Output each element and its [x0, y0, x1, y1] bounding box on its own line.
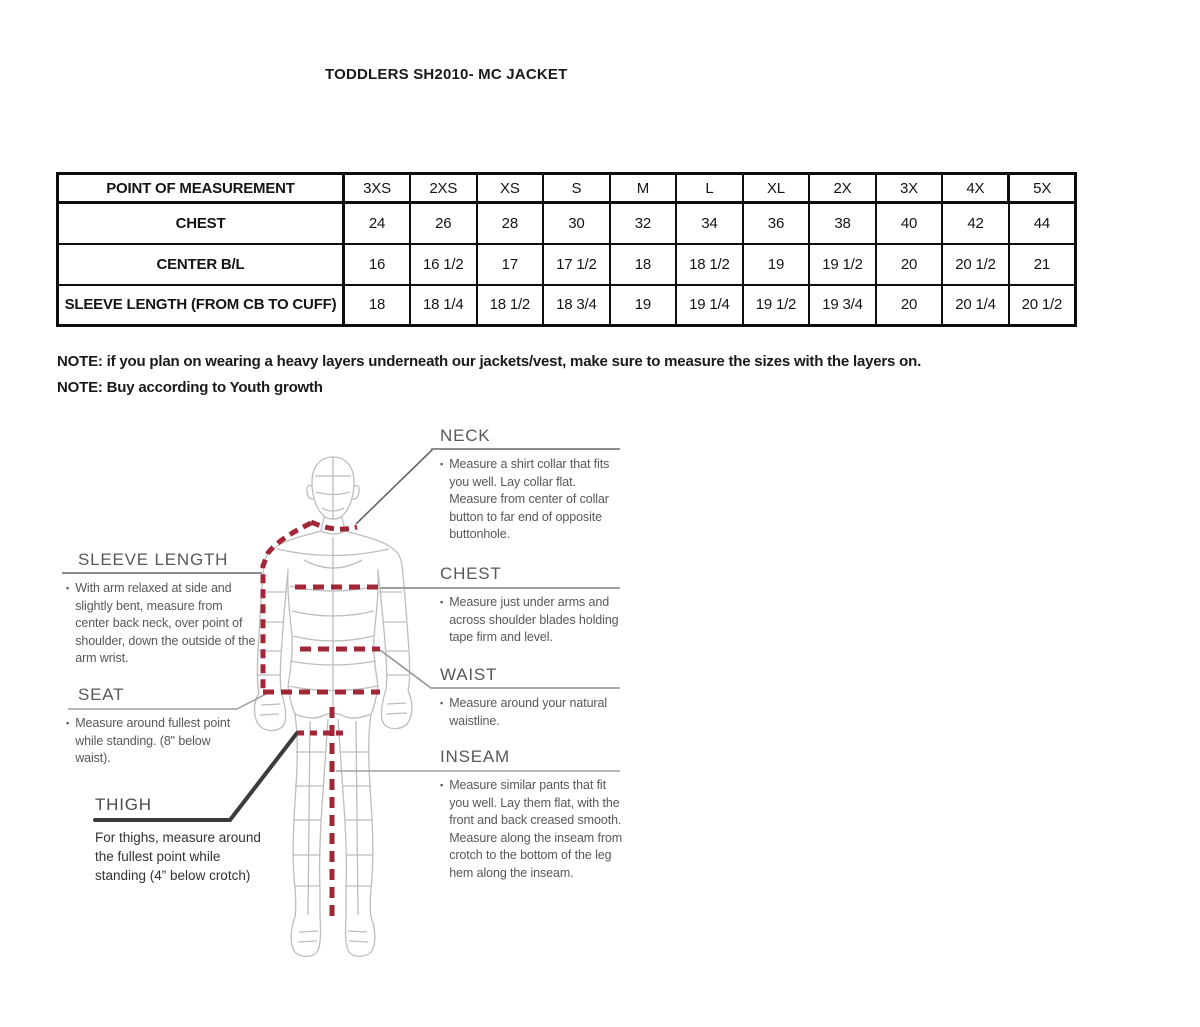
measurement-value: 34 [676, 203, 743, 244]
measurement-row [58, 203, 1076, 244]
measurement-value: 30 [543, 203, 610, 244]
neck-heading: NECK [440, 426, 491, 445]
sleeve-length-instructions: With arm relaxed at side and slightly bent, measure from center back neck, over point of shoulder, down the outside of the arm wrist. [75, 581, 256, 665]
neck-measure-line [311, 522, 357, 529]
measurement-value: 19 1/2 [809, 244, 876, 285]
measurement-value: 18 1/4 [410, 285, 477, 326]
size-header-xl: XL [743, 174, 810, 203]
thigh-heading: THIGH [95, 795, 152, 814]
measurement-value: 20 [876, 285, 943, 326]
measurement-value: 19 [610, 285, 677, 326]
measurement-value: 19 1/4 [676, 285, 743, 326]
measurement-value: 18 1/2 [477, 285, 544, 326]
measurement-value: 32 [610, 203, 677, 244]
sleeve-length-heading: SLEEVE LENGTH [78, 550, 229, 569]
waist-heading: WAIST [440, 665, 498, 684]
measurement-value: 18 [610, 244, 677, 285]
measurement-value: 44 [1009, 203, 1076, 244]
sleeve-measure-line [263, 523, 311, 691]
measurement-value: 16 [344, 244, 411, 285]
thigh-instructions: For thighs, measure around the fullest point while standing (4” below crotch) [95, 830, 261, 883]
measurement-value: 28 [477, 203, 544, 244]
measurement-value: 40 [876, 203, 943, 244]
guide-section-inseam [440, 747, 625, 882]
measurement-value: 26 [410, 203, 477, 244]
size-header-3x: 3X [876, 174, 943, 203]
guide-section-waist [440, 665, 615, 730]
measurement-row [58, 285, 1076, 326]
waist-instructions: Measure around your natural waistline. [449, 696, 608, 728]
measurement-value: 17 1/2 [543, 244, 610, 285]
measurement-value: 24 [344, 203, 411, 244]
bullet-icon: ▪ [440, 459, 444, 469]
measurement-label: SLEEVE LENGTH (FROM CB TO CUFF) [58, 285, 344, 326]
size-header-l: L [676, 174, 743, 203]
measurement-value: 16 1/2 [410, 244, 477, 285]
seat-instructions: Measure around fullest point while standing. (8" below waist). [75, 716, 231, 765]
size-header-2x: 2X [809, 174, 876, 203]
bullet-icon: ▪ [440, 698, 444, 708]
chest-instructions: Measure just under arms and across shoulder blades holding tape firm and level. [449, 595, 619, 644]
measurement-row [58, 244, 1076, 285]
neck-instructions: Measure a shirt collar that fits you well. Lay collar flat. Measure from center of collar button to far end of opposite buttonhole. [449, 457, 610, 541]
measurement-value: 20 1/2 [942, 244, 1009, 285]
measurement-value: 18 1/2 [676, 244, 743, 285]
guide-section-neck [440, 426, 620, 544]
size-header-4x: 4X [942, 174, 1009, 203]
page-title: TODDLERS SH2010- MC JACKET [325, 66, 568, 83]
guide-section-seat [66, 685, 246, 768]
size-header-m: M [610, 174, 677, 203]
measurement-value: 42 [942, 203, 1009, 244]
inseam-heading: INSEAM [440, 747, 510, 766]
measurement-label: CHEST [58, 203, 344, 244]
note-youth-growth: NOTE: Buy according to Youth growth [57, 379, 323, 396]
measurement-value: 21 [1009, 244, 1076, 285]
measurement-label: CENTER B/L [58, 244, 344, 285]
size-header-s: S [543, 174, 610, 203]
measurement-value: 17 [477, 244, 544, 285]
measurement-value: 20 1/4 [942, 285, 1009, 326]
point-of-measurement-header: POINT OF MEASUREMENT [58, 174, 344, 203]
measurement-lines [263, 522, 380, 917]
chest-heading: CHEST [440, 564, 502, 583]
mannequin-wireframe [255, 457, 412, 956]
measurement-value: 36 [743, 203, 810, 244]
size-header-2xs: 2XS [410, 174, 477, 203]
measurement-value: 20 1/2 [1009, 285, 1076, 326]
measurement-value: 38 [809, 203, 876, 244]
bullet-icon: ▪ [66, 718, 70, 728]
guide-section-chest [440, 564, 635, 647]
note-layers: NOTE: if you plan on wearing a heavy layers underneath our jackets/vest, make sure to measure the sizes with the layers on. [57, 353, 922, 370]
measurement-value: 19 1/2 [743, 285, 810, 326]
bullet-icon: ▪ [66, 583, 70, 593]
measurement-value: 19 3/4 [809, 285, 876, 326]
measurement-value: 20 [876, 244, 943, 285]
measurement-value: 18 3/4 [543, 285, 610, 326]
bullet-icon: ▪ [440, 597, 444, 607]
size-table-header-row [58, 174, 1076, 203]
measurement-value: 19 [743, 244, 810, 285]
size-header-5x: 5X [1009, 174, 1076, 203]
size-table [56, 172, 1077, 327]
guide-section-sleeve-length [66, 550, 258, 668]
notes-block [57, 353, 1057, 405]
neck-leader-line [356, 449, 433, 524]
inseam-instructions: Measure similar pants that fit you well. Lay them flat, with the front and back creased smooth. Measure along the inseam from crotch to the bottom of the leg hem along the inseam. [449, 778, 623, 880]
measurement-value: 18 [344, 285, 411, 326]
seat-heading: SEAT [78, 685, 125, 704]
bullet-icon: ▪ [440, 780, 444, 790]
guide-section-thigh [95, 795, 275, 885]
size-header-3xs: 3XS [344, 174, 411, 203]
size-header-xs: XS [477, 174, 544, 203]
